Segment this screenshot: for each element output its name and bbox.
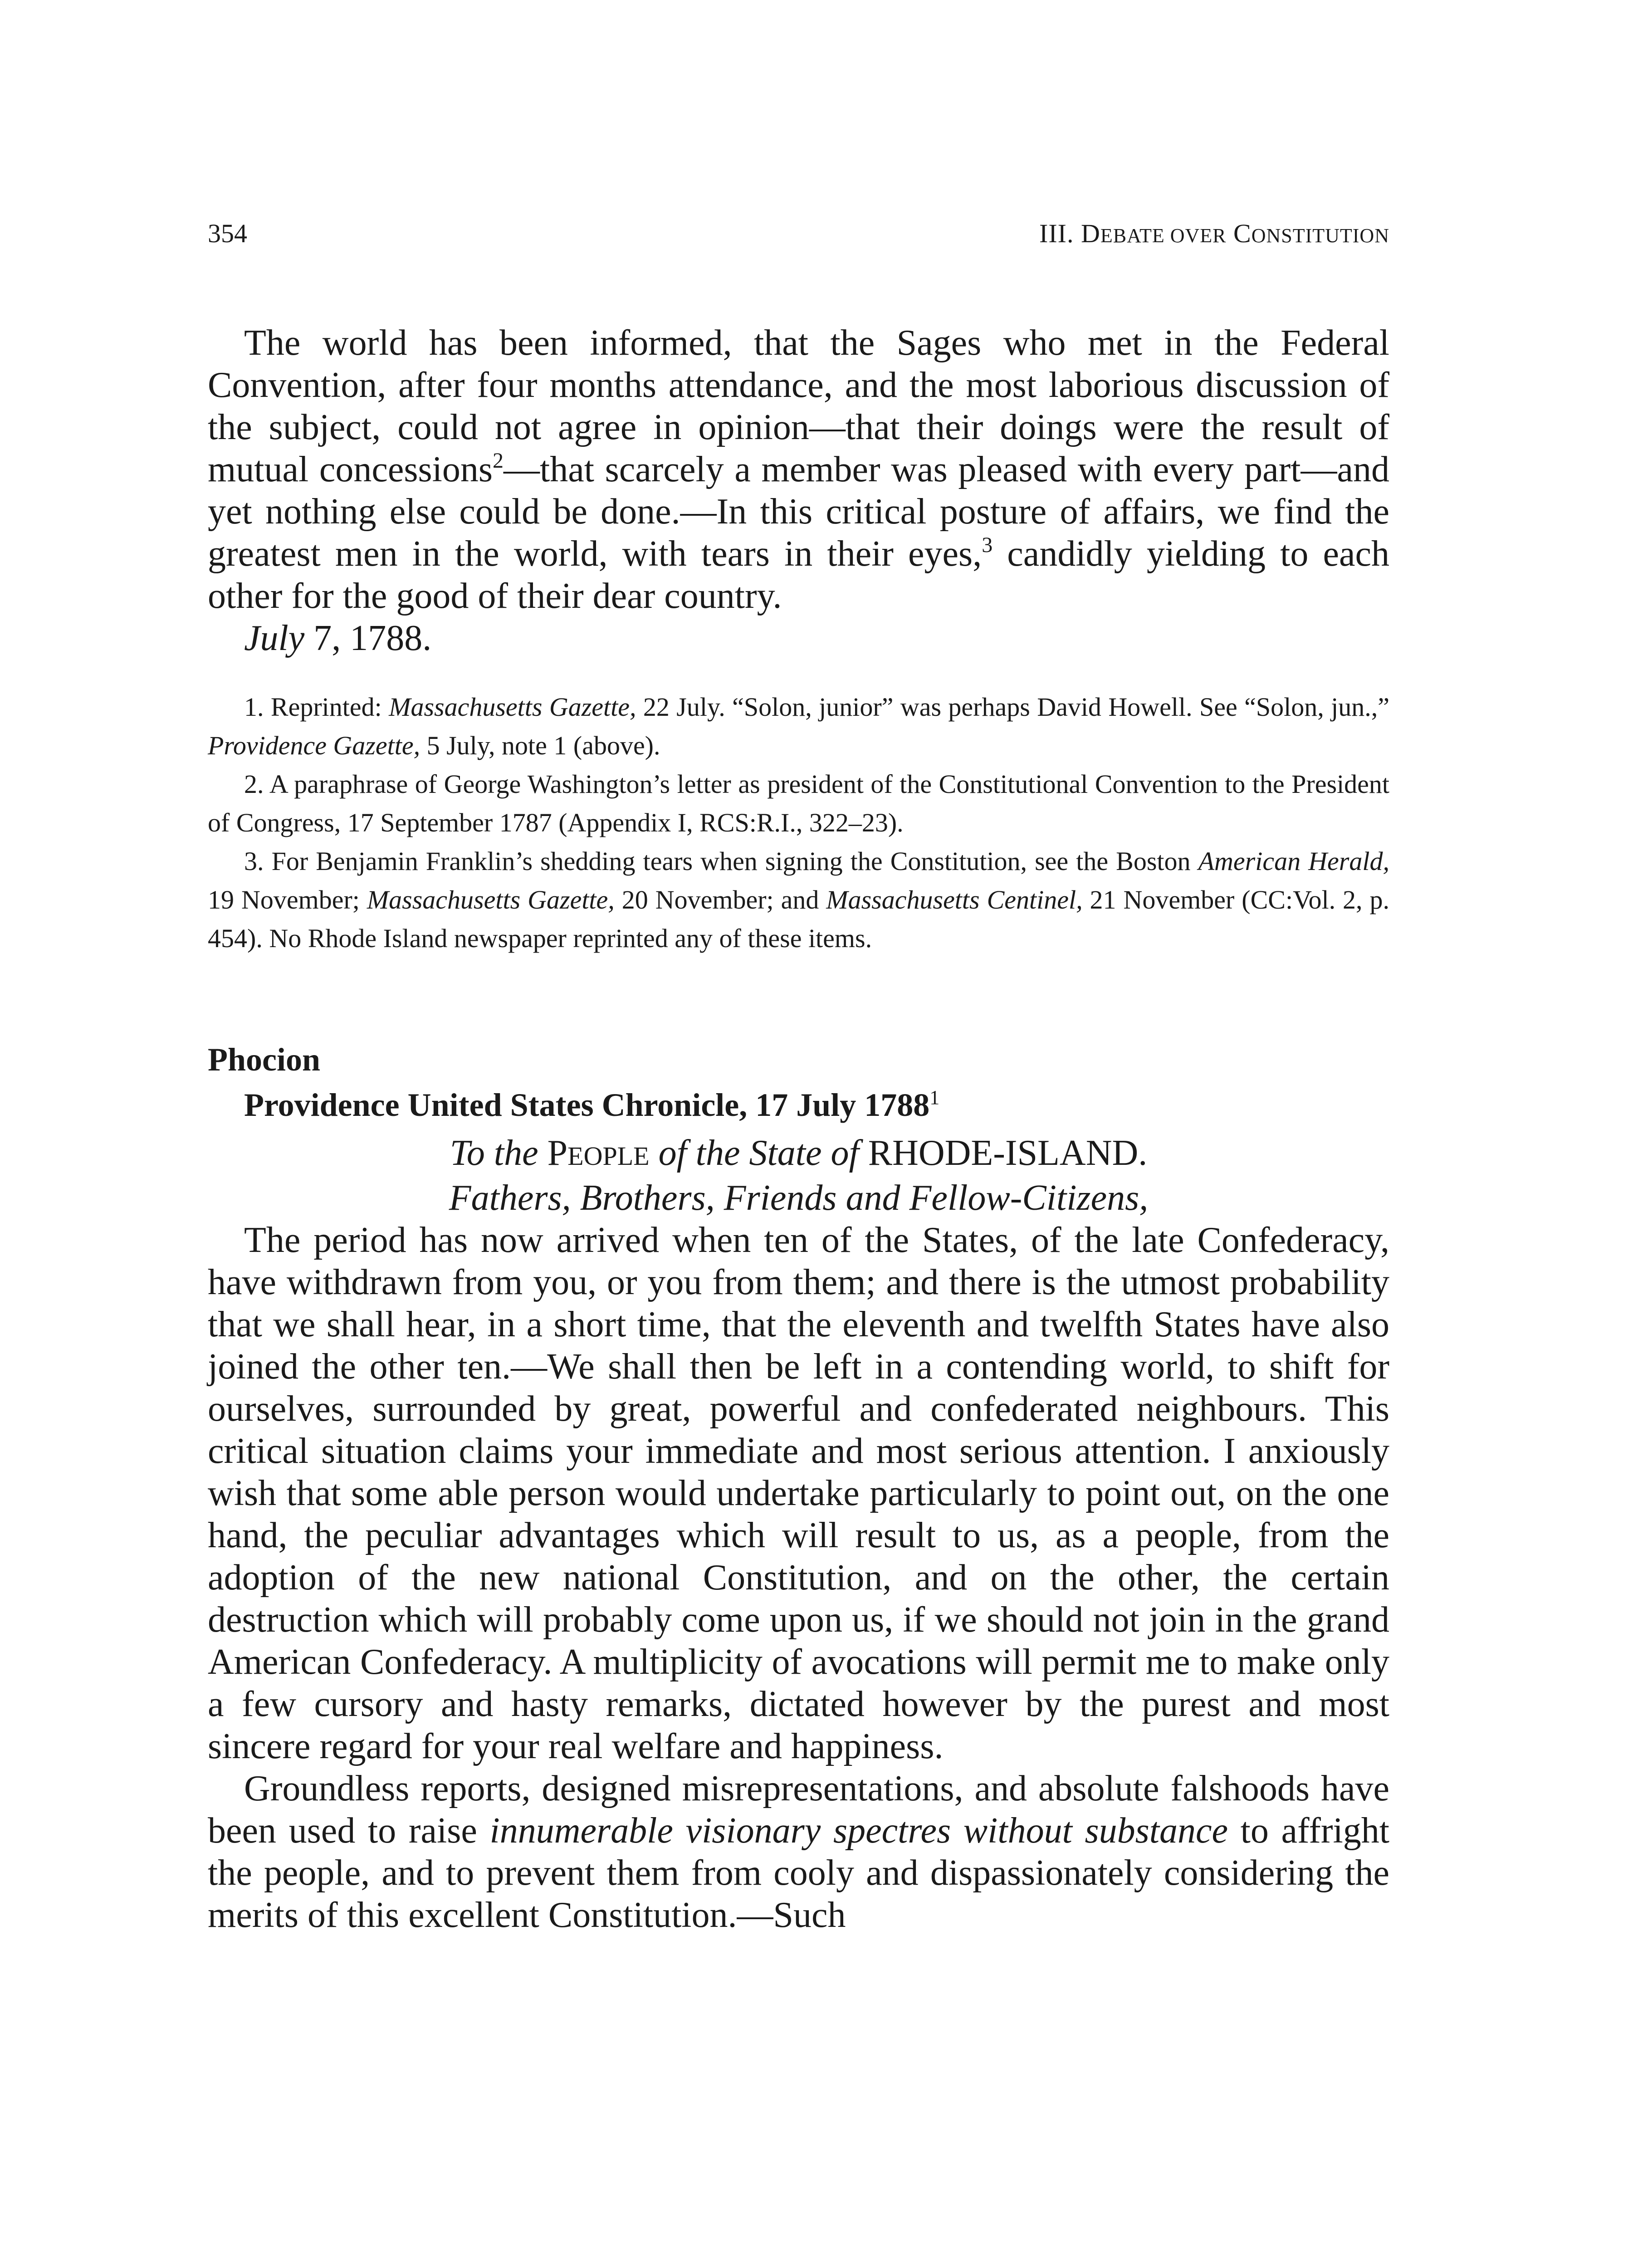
second-article-body (208, 1219, 1389, 1936)
page-number: 354 (208, 219, 247, 248)
running-head (208, 213, 1389, 254)
first-article-paragraph: The world has been informed, that the Sages who met in the Federal Convention, after four months attendance, and the most laborious discussion of the subject, could not agree in opinion—that their doings were the result of mutual concessions$^2$—that scarcely a member was pleased with every part—and yet nothing else could be done.—In this critical posture of affairs, we find the greatest men in the world, with tears in their eyes,$^3$ candidly yielding to each other for the good of their dear country. (208, 323, 1390, 616)
second-article-paragraph-1: The period has now arrived when ten of the States, of the late Confederacy, have withdrawn from you, or you from them; and there is the utmost probability that we shall hear, in a short time, that the eleventh and twelfth States have also joined the other ten.—We shall then be left in a contending world, to shift for ourselves, surrounded by great, powerful and confederated neighbours. This critical situation claims your immediate and most serious attention. I anxiously wish that some able person would undertake particularly to point out, on the one hand, the peculiar advantages which will result to us, as a people, from the adoption of the new national Constitution, and on the other, the certain destruction which will probably come upon us, if we should not join in the grand American Confederacy. A multiplicity of avocations will permit me to make only a few cursory and hasty remarks, dictated however by the purest and most sincere regard for your real welfare and happiness. (208, 1220, 1389, 1766)
note-ref-1[interactable]: 1 (929, 1086, 940, 1109)
article-heading (208, 1037, 1389, 1128)
footnote-3: 3. For Benjamin Franklin’s shedding tears when signing the Constitution, see the Boston American Herald, 19 November; Massachusetts Gazette, 20 November; and Massachusetts Centinel, 21 November (CC:Vol. 2, p. 454). No Rhode Island newspaper reprinted any of these items. (208, 846, 1390, 953)
footnote-1: 1. Reprinted: Massachusetts Gazette, 22 July. “Solon, junior” was perhaps David Howell. See “Solon, jun.,” Providence Gazette, 5 July, note 1 (above). (208, 692, 1389, 760)
running-head-title: III. DEBATE OVER CONSTITUTION (1039, 219, 1389, 248)
address-line: To the PEOPLE of the State of RHODE-ISLAND. (450, 1133, 1148, 1173)
greeting-line: Fathers, Brothers, Friends and Fellow-Citizens, (449, 1178, 1149, 1218)
footnote-2: 2. A paraphrase of George Washington’s letter as president of the Constitutional Convention to the President of Congress, 17 September 1787 (Appendix I, RCS:R.I., 322–23). (208, 769, 1389, 837)
article-author: Phocion (208, 1041, 321, 1078)
footnotes (208, 688, 1389, 958)
first-article (208, 322, 1389, 660)
note-ref-2[interactable]: 2 (493, 449, 504, 473)
note-ref-3[interactable]: 3 (982, 533, 993, 557)
document-page (208, 213, 1389, 1936)
first-article-date: July 7, 1788. (244, 618, 432, 658)
article-source: Providence United States Chronicle, 17 July 1788$^1$ (244, 1086, 940, 1123)
second-article-paragraph-2: Groundless reports, designed misrepresentations, and absolute falshoods have been used to raise innumerable visionary spectres without substance to affright the people, and to prevent them from cooly and dispassionately considering the merits of this excellent Constitution.—Such (208, 1769, 1389, 1935)
